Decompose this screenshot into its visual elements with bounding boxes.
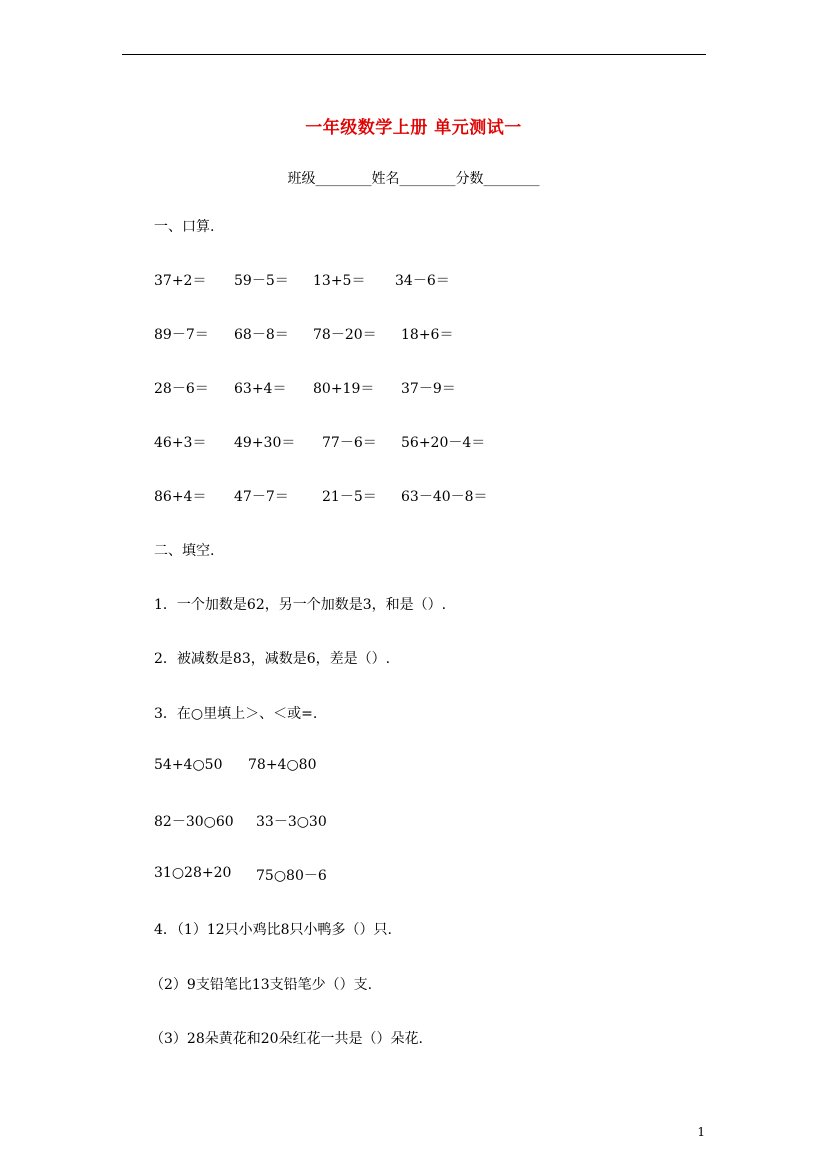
page-number: 1 (697, 1125, 705, 1139)
section2-heading: 二、填空. (154, 543, 215, 559)
question-2: 2．被减数是83，减数是6，差是（）. (154, 651, 391, 667)
header-rule (122, 54, 706, 55)
question-4-part-3: （3）28朵黄花和20朵红花一共是（）朵花. (150, 1031, 423, 1047)
arith-r2-c2: 68－8＝ (234, 327, 289, 343)
page-title: 一年级数学上册 单元测试一 (305, 118, 522, 138)
compare-r3-c2: 75○80－6 (256, 868, 327, 884)
compare-r3-c1: 31○28+20 (154, 865, 232, 881)
arith-r4-c1: 46+3＝ (154, 435, 207, 451)
arith-r5-c1: 86+4＝ (154, 489, 207, 505)
arith-r2-c4: 18+6＝ (401, 327, 454, 343)
arith-r5-c3: 21－5＝ (322, 489, 377, 505)
arith-r2-c3: 78－20＝ (313, 327, 377, 343)
arith-r4-c2: 49+30＝ (234, 435, 296, 451)
arith-r4-c4: 56+20－4＝ (401, 435, 486, 451)
arith-r5-c4: 63－40－8＝ (401, 489, 488, 505)
arith-r2-c1: 89－7＝ (154, 327, 209, 343)
arith-r1-c2: 59－5＝ (234, 273, 289, 289)
arith-r3-c3: 80+19＝ (313, 381, 375, 397)
compare-r1-c2: 78+4○80 (248, 757, 317, 773)
arith-r1-c4: 34－6＝ (395, 273, 450, 289)
student-info-line: 班级________姓名________分数________ (287, 171, 540, 187)
arith-r1-c1: 37+2＝ (154, 273, 207, 289)
compare-r2-c1: 82－30○60 (154, 814, 234, 830)
arith-r1-c3: 13+5＝ (313, 273, 366, 289)
section1-heading: 一、口算. (154, 219, 215, 235)
arith-r3-c1: 28－6＝ (154, 381, 209, 397)
compare-r1-c1: 54+4○50 (154, 757, 223, 773)
question-4-part-2: （2）9支铅笔比13支铅笔少（）支. (150, 977, 373, 993)
arith-r3-c2: 63+4＝ (234, 381, 287, 397)
compare-r2-c2: 33－3○30 (256, 814, 327, 830)
arith-r4-c3: 77－6＝ (322, 435, 377, 451)
question-1: 1．一个加数是62，另一个加数是3，和是（）. (154, 597, 447, 613)
question-3: 3．在○里填上＞、＜或=. (154, 706, 318, 722)
arith-r5-c2: 47－7＝ (234, 489, 289, 505)
question-4-part-1: 4．（1）12只小鸡比8只小鸭多（）只. (154, 922, 392, 938)
arith-r3-c4: 37－9＝ (401, 381, 456, 397)
